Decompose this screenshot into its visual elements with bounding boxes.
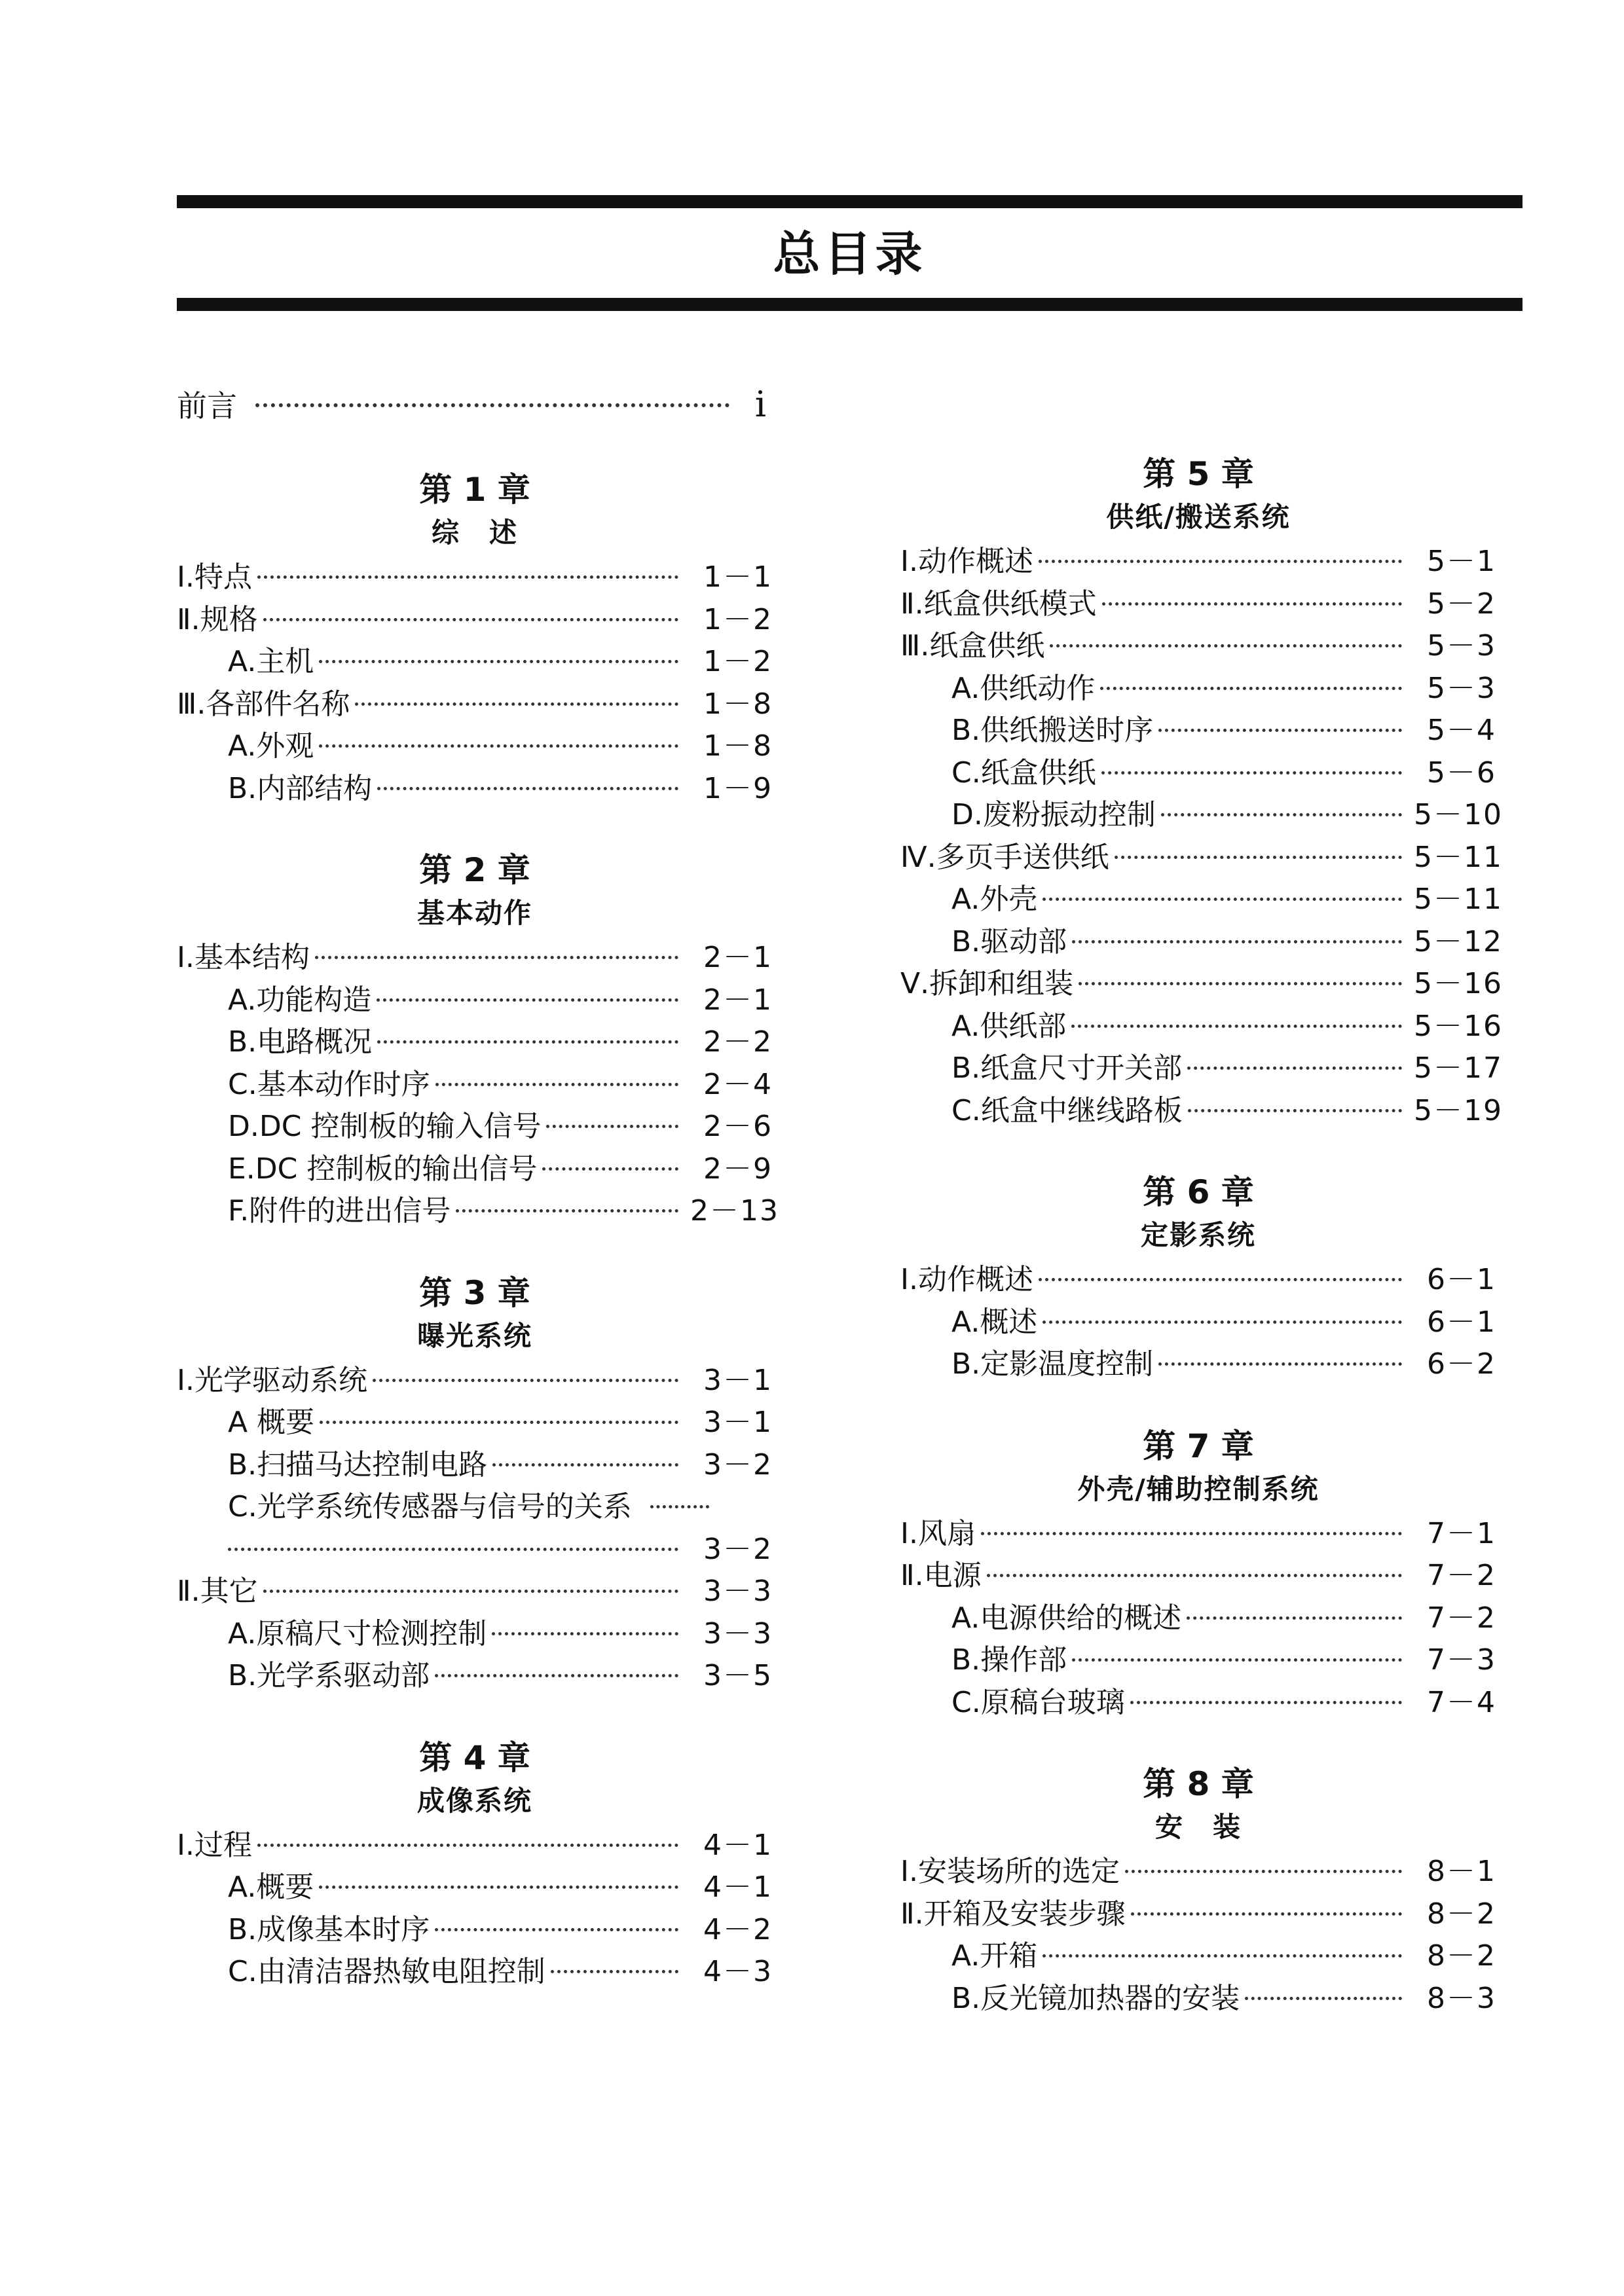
right-column bbox=[900, 450, 1503, 2056]
dot-leader bbox=[1100, 687, 1402, 690]
entry-label: F.附件的进出信号 bbox=[228, 1194, 451, 1228]
toc-subentry[interactable] bbox=[177, 768, 773, 811]
entry-label: A.概述 bbox=[951, 1305, 1038, 1339]
dot-leader bbox=[319, 660, 678, 663]
entry-page-number: 5－19 bbox=[1414, 1093, 1503, 1127]
entry-page-number: 1－8 bbox=[703, 687, 773, 721]
dot-leader bbox=[1072, 940, 1402, 943]
toc-entry-list bbox=[177, 556, 773, 810]
toc-entry[interactable] bbox=[177, 1360, 773, 1402]
toc-entry[interactable] bbox=[900, 625, 1496, 668]
entry-page-number: 6－2 bbox=[1427, 1347, 1496, 1381]
toc-entry[interactable] bbox=[177, 1825, 773, 1867]
chapter-title: 曝光系统 bbox=[416, 1319, 532, 1352]
dot-leader bbox=[1158, 1362, 1402, 1366]
toc-entry-list bbox=[900, 1851, 1496, 2020]
entry-page-number: 2－4 bbox=[703, 1067, 773, 1101]
entry-label: C.纸盒供纸 bbox=[951, 756, 1096, 790]
toc-entry[interactable] bbox=[900, 1513, 1496, 1556]
entry-label: D.DC 控制板的输入信号 bbox=[228, 1110, 542, 1143]
toc-subentry[interactable] bbox=[900, 1006, 1503, 1048]
dot-leader bbox=[355, 702, 678, 706]
entry-page-number: 8－1 bbox=[1427, 1855, 1496, 1888]
entry-label: Ⅰ.动作概述 bbox=[900, 545, 1033, 578]
dot-leader bbox=[1161, 813, 1402, 816]
entry-page-number: 8－2 bbox=[1427, 1897, 1496, 1931]
toc-entry-list bbox=[177, 1825, 773, 1994]
entry-label: A.开箱 bbox=[951, 1939, 1038, 1973]
toc-entry[interactable] bbox=[900, 837, 1503, 879]
chapter-section bbox=[177, 1269, 773, 1698]
entry-label: Ⅱ.电源 bbox=[900, 1559, 982, 1592]
toc-entry-list bbox=[177, 937, 779, 1233]
toc-subentry[interactable] bbox=[900, 1597, 1496, 1640]
toc-subentry[interactable] bbox=[177, 1148, 773, 1191]
toc-subentry[interactable] bbox=[177, 641, 773, 683]
entry-page-number: 6－1 bbox=[1427, 1305, 1496, 1339]
dot-leader bbox=[1245, 1997, 1402, 2000]
entry-page-number: 5－16 bbox=[1414, 967, 1503, 1000]
entry-page-number: 5－17 bbox=[1414, 1051, 1503, 1085]
dot-leader bbox=[492, 1463, 678, 1467]
bottom-rule bbox=[177, 298, 1522, 311]
entry-label: C.基本动作时序 bbox=[228, 1067, 430, 1101]
entry-page-number: 5－11 bbox=[1414, 883, 1503, 916]
entry-label: B.电路概况 bbox=[228, 1025, 373, 1059]
left-column bbox=[177, 466, 779, 2030]
chapter-title: 基本动作 bbox=[416, 897, 532, 929]
chapter-title: 成像系统 bbox=[416, 1784, 532, 1817]
entry-label: A.功能构造 bbox=[228, 983, 372, 1017]
entry-page-number: 4－2 bbox=[703, 1912, 773, 1946]
entry-label: B.扫描马达控制电路 bbox=[228, 1448, 488, 1482]
toc-subentry[interactable] bbox=[177, 1655, 773, 1698]
entry-page-number: 7－4 bbox=[1427, 1685, 1496, 1719]
dot-leader bbox=[377, 787, 678, 790]
chapter-section bbox=[177, 847, 779, 1233]
dot-leader bbox=[319, 744, 678, 748]
toc-subentry[interactable] bbox=[900, 794, 1503, 837]
chapter-number: 第 6 章 bbox=[1143, 1173, 1254, 1211]
entry-label: Ⅰ.风扇 bbox=[900, 1516, 976, 1550]
page-title: 总目录 bbox=[773, 227, 927, 282]
dot-leader bbox=[1102, 602, 1402, 606]
toc-entry[interactable] bbox=[177, 556, 773, 599]
chapter-section bbox=[177, 466, 773, 810]
toc-subentry[interactable] bbox=[900, 752, 1496, 795]
dot-leader bbox=[1079, 982, 1402, 985]
entry-page-number: 3－1 bbox=[703, 1406, 773, 1439]
entry-label: Ⅰ.过程 bbox=[177, 1828, 252, 1862]
entry-page-number: 5－10 bbox=[1414, 798, 1503, 831]
dot-leader bbox=[377, 998, 678, 1002]
dot-leader bbox=[263, 618, 678, 621]
preface-entry[interactable] bbox=[177, 380, 766, 429]
toc-entry[interactable] bbox=[900, 583, 1496, 626]
toc-entry[interactable] bbox=[177, 1571, 773, 1613]
entry-page-number: 5－4 bbox=[1427, 714, 1496, 747]
dot-leader bbox=[1043, 1954, 1402, 1958]
dot-leader bbox=[1188, 1109, 1402, 1112]
chapter-section bbox=[900, 450, 1503, 1132]
entry-label: C.光学系统传感器与信号的关系 bbox=[228, 1490, 632, 1523]
entry-page-number: 7－3 bbox=[1427, 1643, 1496, 1677]
entry-page-number: 1－8 bbox=[703, 729, 773, 763]
dot-leader bbox=[315, 956, 678, 959]
dot-leader bbox=[255, 403, 729, 407]
toc-subentry[interactable] bbox=[900, 1302, 1496, 1344]
toc-subentry[interactable] bbox=[900, 1343, 1496, 1386]
dot-leader bbox=[1072, 1658, 1402, 1662]
entry-label: B.定影温度控制 bbox=[951, 1347, 1154, 1381]
entry-page-number: 5－2 bbox=[1427, 587, 1496, 621]
entry-page-number: 1－2 bbox=[703, 602, 773, 636]
entry-page-number: 2－1 bbox=[703, 941, 773, 974]
entry-page-number: 2－2 bbox=[703, 1025, 773, 1059]
entry-page-number: 1－1 bbox=[703, 560, 773, 594]
chapter-section bbox=[177, 1734, 773, 1994]
entry-page-number: 5－11 bbox=[1414, 840, 1503, 874]
entry-page-number: 5－1 bbox=[1427, 545, 1496, 578]
entry-page-number: 2－1 bbox=[703, 983, 773, 1017]
toc-subentry[interactable] bbox=[900, 710, 1496, 752]
entry-label: A.供纸部 bbox=[951, 1009, 1067, 1043]
dot-leader bbox=[1131, 1912, 1402, 1916]
entry-label: B.内部结构 bbox=[228, 771, 373, 805]
dot-leader bbox=[373, 1379, 678, 1382]
entry-page-number: 3－5 bbox=[703, 1659, 773, 1692]
toc-subentry[interactable] bbox=[900, 1639, 1496, 1682]
toc-subentry[interactable] bbox=[900, 1935, 1496, 1978]
dot-leader bbox=[1043, 1321, 1402, 1324]
entry-label: C.由清洁器热敏电阻控制 bbox=[228, 1955, 545, 1988]
entry-label: Ⅲ.纸盒供纸 bbox=[900, 629, 1045, 663]
entry-label: Ⅰ.特点 bbox=[177, 560, 252, 594]
entry-label: B.成像基本时序 bbox=[228, 1912, 430, 1946]
chapter-title: 外壳/辅助控制系统 bbox=[1077, 1472, 1320, 1505]
dot-leader bbox=[650, 1505, 709, 1508]
toc-subentry[interactable] bbox=[177, 1613, 773, 1656]
chapter-title: 定影系统 bbox=[1140, 1219, 1256, 1251]
toc-subentry[interactable] bbox=[177, 1867, 773, 1909]
entry-label: Ⅰ.安装场所的选定 bbox=[900, 1855, 1120, 1888]
entry-page-number: 8－3 bbox=[1427, 1981, 1496, 2015]
toc-subentry[interactable] bbox=[900, 921, 1503, 964]
entry-label: Ⅱ.其它 bbox=[177, 1575, 258, 1608]
entry-page-number: 3－2 bbox=[703, 1448, 773, 1482]
entry-label: A 概要 bbox=[228, 1406, 315, 1439]
entry-label: Ⅱ.纸盒供纸模式 bbox=[900, 587, 1097, 621]
entry-page-number: 3－1 bbox=[703, 1363, 773, 1397]
entry-page-number: 3－2 bbox=[703, 1532, 773, 1566]
entry-label: A.电源供给的概述 bbox=[951, 1601, 1182, 1635]
toc-entry[interactable] bbox=[177, 683, 773, 726]
dot-leader bbox=[987, 1574, 1402, 1577]
entry-page-number: 2－9 bbox=[703, 1152, 773, 1186]
toc-subentry[interactable] bbox=[177, 979, 773, 1022]
entry-label: E.DC 控制板的输出信号 bbox=[228, 1152, 538, 1186]
entry-page-number: 7－1 bbox=[1427, 1516, 1496, 1550]
entry-label: B.纸盒尺寸开关部 bbox=[951, 1051, 1183, 1085]
entry-page-number: 7－2 bbox=[1427, 1601, 1496, 1635]
entry-page-number: 3－3 bbox=[703, 1575, 773, 1608]
toc-subentry[interactable] bbox=[177, 1402, 773, 1444]
chapter-title: 综 述 bbox=[431, 517, 518, 549]
chapter-number: 第 3 章 bbox=[419, 1273, 530, 1312]
entry-label: A.外观 bbox=[228, 729, 314, 763]
dot-leader bbox=[263, 1590, 678, 1593]
entry-page-number: 5－3 bbox=[1427, 629, 1496, 663]
entry-label: B.操作部 bbox=[951, 1643, 1067, 1677]
toc-subentry[interactable] bbox=[900, 668, 1496, 710]
dot-leader bbox=[1115, 856, 1402, 859]
dot-leader bbox=[551, 1970, 678, 1973]
entry-label: C.纸盒中继线路板 bbox=[951, 1093, 1183, 1127]
chapter-number: 第 4 章 bbox=[419, 1738, 530, 1777]
toc-entry-list bbox=[900, 541, 1503, 1132]
chapter-title: 供纸/搬送系统 bbox=[1106, 501, 1291, 533]
entry-label: C.原稿台玻璃 bbox=[951, 1685, 1125, 1719]
toc-entry[interactable] bbox=[900, 1851, 1496, 1893]
entry-page-number: 4－3 bbox=[703, 1955, 773, 1988]
entry-page-number: 7－2 bbox=[1427, 1559, 1496, 1592]
entry-label: Ⅰ.基本结构 bbox=[177, 941, 310, 974]
top-rule bbox=[177, 195, 1522, 208]
dot-leader bbox=[542, 1167, 678, 1171]
toc-subentry[interactable] bbox=[900, 1682, 1496, 1724]
chapter-number: 第 8 章 bbox=[1143, 1765, 1254, 1803]
dot-leader bbox=[1187, 1616, 1402, 1620]
entry-label: A.概要 bbox=[228, 1870, 314, 1904]
toc-subentry[interactable] bbox=[177, 1486, 773, 1529]
dot-leader bbox=[1101, 771, 1402, 774]
toc-entry[interactable] bbox=[900, 1893, 1496, 1936]
chapter-number: 第 5 章 bbox=[1143, 455, 1254, 493]
dot-leader bbox=[435, 1674, 678, 1677]
dot-leader bbox=[257, 1844, 678, 1847]
chapter-number: 第 1 章 bbox=[419, 471, 530, 509]
toc-entry[interactable] bbox=[177, 937, 773, 979]
dot-leader bbox=[546, 1125, 678, 1128]
dot-leader bbox=[456, 1209, 678, 1212]
dot-leader bbox=[319, 1886, 678, 1889]
entry-page-number: 8－2 bbox=[1427, 1939, 1496, 1973]
preface-label: 前言 bbox=[177, 388, 237, 424]
chapter-section bbox=[900, 1169, 1496, 1386]
entry-page-number: 5－3 bbox=[1427, 671, 1496, 705]
toc-entry[interactable] bbox=[900, 1259, 1496, 1302]
entry-label: Ⅴ.拆卸和组装 bbox=[900, 967, 1074, 1000]
toc-entry-list bbox=[177, 1360, 773, 1698]
toc-entry[interactable] bbox=[177, 599, 773, 642]
entry-label: D.废粉振动控制 bbox=[951, 798, 1156, 831]
entry-page-number: 3－3 bbox=[703, 1616, 773, 1650]
dot-leader bbox=[1130, 1701, 1402, 1704]
dot-leader bbox=[492, 1632, 678, 1635]
toc-subentry[interactable] bbox=[177, 1190, 779, 1233]
toc-subentry[interactable] bbox=[177, 1064, 773, 1106]
entry-page-number: 2－6 bbox=[703, 1110, 773, 1143]
toc-subentry[interactable] bbox=[177, 1529, 773, 1571]
chapter-number: 第 7 章 bbox=[1143, 1427, 1254, 1465]
dot-leader bbox=[1187, 1066, 1402, 1070]
toc-subentry[interactable] bbox=[177, 1106, 773, 1148]
preface-page: i bbox=[754, 384, 766, 425]
dot-leader bbox=[257, 575, 678, 579]
toc-subentry[interactable] bbox=[900, 1090, 1503, 1133]
dot-leader bbox=[1039, 560, 1402, 563]
entry-page-number: 6－1 bbox=[1427, 1263, 1496, 1296]
entry-label: B.光学系驱动部 bbox=[228, 1659, 430, 1692]
toc-entry[interactable] bbox=[900, 541, 1496, 583]
entry-label: A.外壳 bbox=[951, 883, 1038, 916]
entry-label: Ⅲ.各部件名称 bbox=[177, 687, 350, 721]
dot-leader bbox=[1158, 729, 1402, 732]
toc-subentry[interactable] bbox=[177, 1021, 773, 1064]
entry-page-number: 2－13 bbox=[690, 1194, 779, 1228]
entry-label: A.供纸动作 bbox=[951, 671, 1096, 705]
entry-label: A.主机 bbox=[228, 645, 314, 678]
entry-label: Ⅱ.规格 bbox=[177, 602, 258, 636]
toc-subentry[interactable] bbox=[900, 1978, 1496, 2020]
entry-label: Ⅰ.光学驱动系统 bbox=[177, 1363, 367, 1397]
dot-leader bbox=[1050, 644, 1402, 647]
chapter-title: 安 装 bbox=[1154, 1811, 1242, 1843]
toc-subentry[interactable] bbox=[900, 1048, 1503, 1090]
entry-label: Ⅰ.动作概述 bbox=[900, 1263, 1033, 1296]
dot-leader bbox=[435, 1928, 678, 1931]
dot-leader bbox=[377, 1040, 678, 1044]
chapter-section bbox=[900, 1423, 1496, 1724]
entry-label: B.驱动部 bbox=[951, 924, 1067, 958]
toc-entry-list bbox=[900, 1259, 1496, 1386]
dot-leader bbox=[1043, 898, 1402, 901]
entry-page-number: 4－1 bbox=[703, 1870, 773, 1904]
dot-leader bbox=[320, 1421, 678, 1424]
entry-label: B.反光镜加热器的安装 bbox=[951, 1981, 1240, 2015]
entry-page-number: 5－12 bbox=[1414, 924, 1503, 958]
dot-leader bbox=[1039, 1278, 1402, 1281]
toc-subentry[interactable] bbox=[900, 879, 1503, 921]
entry-label: Ⅳ.多页手送供纸 bbox=[900, 840, 1109, 874]
chapter-number: 第 2 章 bbox=[419, 851, 530, 889]
entry-page-number: 5－16 bbox=[1414, 1009, 1503, 1043]
dot-leader bbox=[1071, 1025, 1402, 1028]
toc-entry[interactable] bbox=[900, 963, 1503, 1006]
dot-leader bbox=[981, 1532, 1402, 1535]
toc-entry-list bbox=[900, 1513, 1496, 1724]
dot-leader bbox=[1125, 1870, 1402, 1873]
dot-leader bbox=[435, 1083, 678, 1086]
entry-label: A.原稿尺寸检测控制 bbox=[228, 1616, 487, 1650]
entry-page-number: 1－9 bbox=[703, 771, 773, 805]
chapter-section bbox=[900, 1760, 1496, 2020]
entry-label: Ⅱ.开箱及安装步骤 bbox=[900, 1897, 1126, 1931]
entry-page-number: 5－6 bbox=[1427, 756, 1496, 790]
toc-entry[interactable] bbox=[900, 1555, 1496, 1597]
entry-page-number: 4－1 bbox=[703, 1828, 773, 1862]
entry-label: B.供纸搬送时序 bbox=[951, 714, 1154, 747]
toc-subentry[interactable] bbox=[177, 1444, 773, 1487]
toc-subentry[interactable] bbox=[177, 1909, 773, 1952]
entry-page-number: 1－2 bbox=[703, 645, 773, 678]
toc-subentry[interactable] bbox=[177, 725, 773, 768]
toc-subentry[interactable] bbox=[177, 1951, 773, 1994]
dot-leader bbox=[228, 1548, 678, 1551]
